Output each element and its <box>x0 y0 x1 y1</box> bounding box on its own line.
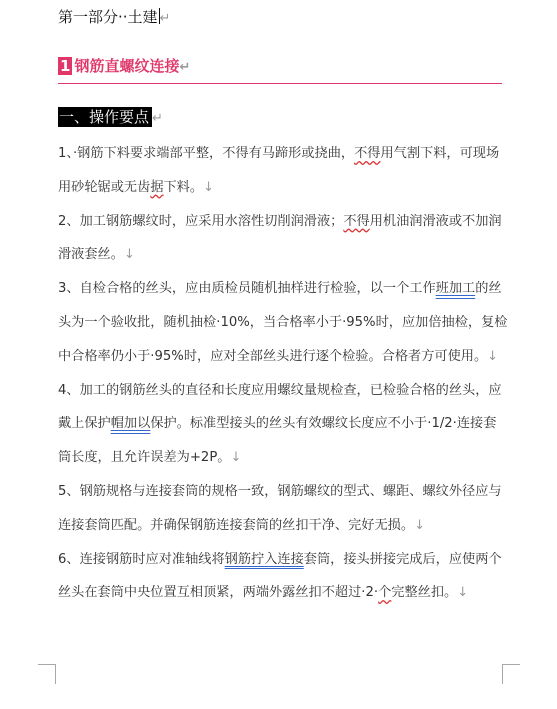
line-break-icon: ↓ <box>230 450 242 466</box>
paragraph-mark-icon: ↵ <box>179 60 191 75</box>
page-corner-mark <box>502 664 503 684</box>
paragraph-mark-icon: ↵ <box>159 11 171 26</box>
spelling-flag[interactable]: 个 <box>378 585 392 601</box>
heading-underline-rule <box>58 83 502 84</box>
page-title <box>58 6 170 27</box>
spelling-flag[interactable]: 据 <box>150 179 164 195</box>
line-break-icon: ↓ <box>414 517 425 533</box>
paragraph-6: 6、连接钢筋时应对准轴线将钢筋拧入连接套筒，接头拼接完成后，应使两个丝头在套筒中央位置互相顶紧，两端外露丝扣不超过·2·个完整丝扣。↓ <box>58 551 502 601</box>
body-text <box>58 137 508 610</box>
page-corner-mark <box>502 664 520 665</box>
page-title-text: 第一部分··土建 <box>58 8 158 26</box>
sub-heading-text: 一、操作要点 <box>58 107 152 127</box>
section-heading-text: 钢筋直螺纹连接 <box>74 57 180 75</box>
paragraph-4: 4、加工的钢筋丝头的直径和长度应用螺纹量规检查，已检验合格的丝头，应戴上保护帽加以保护。标准型接头的丝头有效螺纹长度应不小于·1/2·连接套筒长度，且允许误差为+2P。↓ <box>58 382 502 466</box>
paragraph-5: 5、钢筋规格与连接套筒的规格一致，钢筋螺纹的型式、螺距、螺纹外径应与连接套筒匹配。并确保钢筋连接套筒的丝扣干净、完好无损。↓ <box>58 483 502 533</box>
grammar-flag[interactable]: 班加工 <box>435 281 476 297</box>
line-break-icon: ↓ <box>487 348 499 364</box>
section-number: 1 <box>60 57 71 75</box>
grammar-flag[interactable]: 帽加以 <box>110 416 151 432</box>
line-break-icon: ↓ <box>203 179 214 195</box>
grammar-flag[interactable]: 钢筋拧入连接 <box>224 551 304 567</box>
line-break-icon: ↓ <box>123 247 135 263</box>
line-break-icon: ↓ <box>457 585 469 601</box>
paragraph-mark-icon: ↵ <box>152 111 163 126</box>
paragraph-1: 1、·钢筋下料要求端部平整，不得有马蹄形或挠曲，不得用气割下料，可现场用砂轮锯或无齿据下料。↓ <box>58 146 500 195</box>
spelling-flag[interactable]: 不得 <box>354 146 381 161</box>
page-corner-mark <box>38 664 56 665</box>
paragraph-2: 2、加工钢筋螺纹时，应采用水溶性切削润滑液；不得用机油润滑液或不加润滑液套丝。↓ <box>58 213 502 263</box>
sub-heading <box>58 106 163 127</box>
section-heading <box>58 55 190 76</box>
spelling-flag[interactable]: 不得 <box>343 213 370 229</box>
paragraph-3: 3、自检合格的丝头，应由质检员随机抽样进行检验，以一个工作班加工的丝头为一个验收批，随机抽检·10%，当合格率小于·95%时，应加倍抽检，复检中合格率仍小于·95%时，应对全部丝头进行逐个检验。合格者方可使用。↓ <box>58 281 508 364</box>
page-corner-mark <box>55 664 56 684</box>
